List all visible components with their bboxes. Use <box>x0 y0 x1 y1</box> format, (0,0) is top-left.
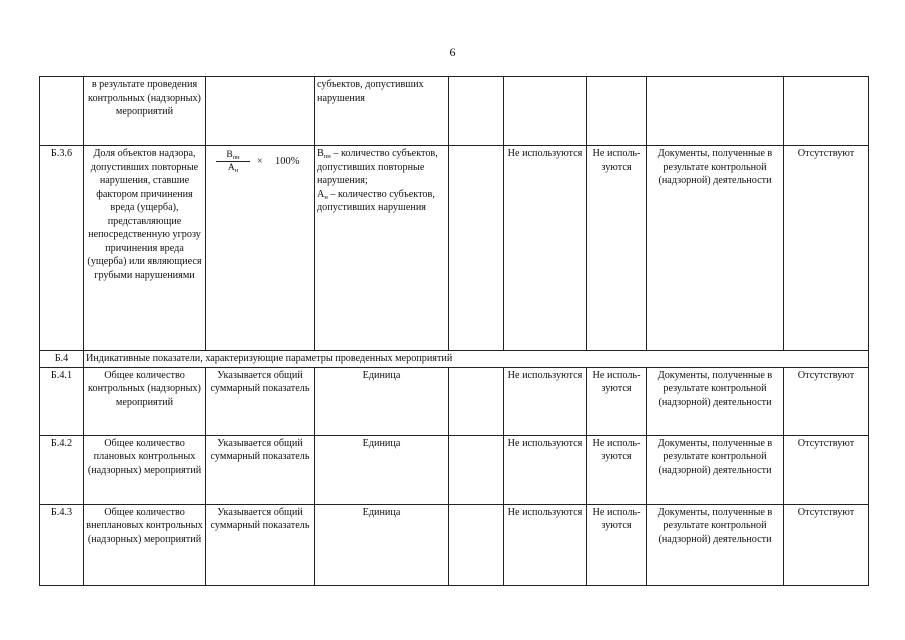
section-title: Индикативные показатели, характеризующие параметры проведенных мероприятий <box>84 351 869 368</box>
cell-c8: Документы, полученные в результате контрольной (надзорной) деятельности <box>647 367 784 435</box>
cell-c8: Документы, полученные в результате контрольной (надзорной) деятельности <box>647 504 784 585</box>
table-row <box>40 146 869 351</box>
cell-name: Общее количество плановых контрольных (надзорных) мероприятий <box>84 435 206 504</box>
cell-empty <box>449 435 504 504</box>
cell-c7: Не исполь-зуются <box>587 146 647 351</box>
cell-description: Единица <box>315 504 449 585</box>
cell-formula: Указывается общий суммарный показатель <box>206 504 315 585</box>
table-row <box>40 435 869 504</box>
cell-name: Доля объектов надзора, допустивших повторные нарушения, ставшие фактором причинения вреда (ущерба), представляющие непосредственную угрозу причинения вреда (ущерба) или являющиеся грубыми нарушениями <box>84 146 206 351</box>
page-number: 6 <box>449 45 456 59</box>
cell-code: Б.3.6 <box>40 146 84 351</box>
cell-empty <box>449 77 504 146</box>
cell-code: Б.4.2 <box>40 435 84 504</box>
table-row <box>40 77 869 146</box>
cell-name: Общее количество контрольных (надзорных) мероприятий <box>84 367 206 435</box>
cell-c6: Не используются <box>504 367 587 435</box>
cell-description: Единица <box>315 367 449 435</box>
table-row <box>40 367 869 435</box>
cell-empty <box>449 367 504 435</box>
cell-code: Б.4.1 <box>40 367 84 435</box>
cell-name: Общее количество внеплановых контрольных (надзорных) мероприятий <box>84 504 206 585</box>
cell-c6 <box>504 77 587 146</box>
indicators-table <box>39 76 869 586</box>
cell-c9 <box>784 77 869 146</box>
percent-value: 100% <box>275 156 300 167</box>
ratio-formula <box>208 147 312 177</box>
cell-code: Б.4.3 <box>40 504 84 585</box>
cell-c7: Не исполь-зуются <box>587 504 647 585</box>
cell-code <box>40 77 84 146</box>
cell-c7: Не исполь-зуются <box>587 435 647 504</box>
cell-c9: Отсутствуют <box>784 367 869 435</box>
table-row <box>40 504 869 585</box>
cell-c6: Не используются <box>504 146 587 351</box>
cell-empty <box>449 504 504 585</box>
cell-c6: Не используются <box>504 435 587 504</box>
cell-name: в результате проведения контрольных (надзорных) мероприятий <box>84 77 206 146</box>
fraction: $В_{пн}$ $А_н$ <box>216 149 250 174</box>
cell-c9: Отсутствуют <box>784 504 869 585</box>
cell-c9: Отсутствуют <box>784 435 869 504</box>
section-row <box>40 351 869 368</box>
cell-description: Единица <box>315 435 449 504</box>
multiply-sign: × <box>257 156 263 167</box>
cell-description: $В_{пн}$ – количество субъектов, допустивших повторные нарушения; $А_н$ – количество субъектов, допустивших нарушения <box>315 146 449 351</box>
cell-c8: Документы, полученные в результате контрольной (надзорной) деятельности <box>647 146 784 351</box>
cell-c6: Не используются <box>504 504 587 585</box>
cell-c8 <box>647 77 784 146</box>
cell-formula <box>206 77 315 146</box>
cell-description: субъектов, допустивших нарушения <box>315 77 449 146</box>
cell-formula: Указывается общий суммарный показатель <box>206 435 315 504</box>
cell-formula: Указывается общий суммарный показатель <box>206 367 315 435</box>
cell-c8: Документы, полученные в результате контрольной (надзорной) деятельности <box>647 435 784 504</box>
cell-formula <box>206 146 315 351</box>
cell-c9: Отсутствуют <box>784 146 869 351</box>
cell-code: Б.4 <box>40 351 84 368</box>
cell-c7: Не исполь-зуются <box>587 367 647 435</box>
cell-empty <box>449 146 504 351</box>
cell-c7 <box>587 77 647 146</box>
